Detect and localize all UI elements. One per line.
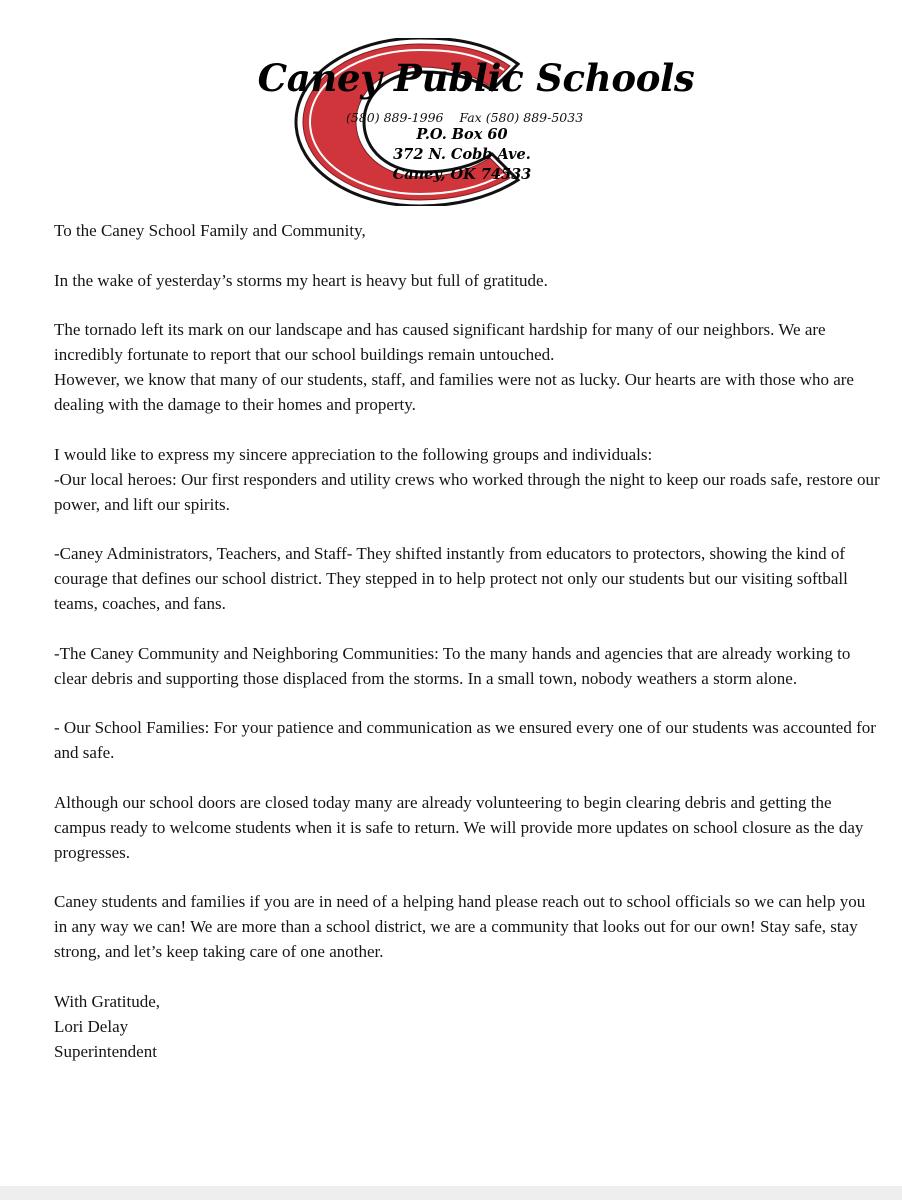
salutation: To the Caney School Family and Community, bbox=[54, 221, 366, 240]
fax-number: Fax (580) 889-5033 bbox=[459, 110, 584, 125]
paragraph: Caney students and families if you are in need of a helping hand please reach out to school officials so we can help you in any way we can! We are more than a school district, we are a community that looks out for our own! Stay safe, stay strong, and let’s keep taking care of one another. bbox=[54, 892, 866, 961]
closing: With Gratitude, bbox=[54, 991, 161, 1011]
paragraph: - Our School Families: For your patience and communication as we ensured every one of our students was accounted for and safe. bbox=[54, 718, 876, 762]
paragraph bbox=[54, 317, 880, 417]
paragraph: -Caney Administrators, Teachers, and Staff- They shifted instantly from educators to protectors, showing the kind of courage that defines our school district. They stepped in to help protect not only our students but our visiting softball teams, coaches, and fans. bbox=[54, 544, 848, 613]
address-street: 372 N. Cobb Ave. bbox=[393, 146, 531, 163]
paragraph: In the wake of yesterday’s storms my heart is heavy but full of gratitude. bbox=[54, 270, 548, 290]
paragraph-text: However, we know that many of our students, staff, and families were not as lucky. Our hearts are with those who are dealing with the damage to their homes and property. bbox=[54, 370, 854, 414]
letterhead bbox=[0, 0, 902, 210]
signer-name: Lori Delay bbox=[54, 1016, 129, 1036]
phone-fax-line bbox=[346, 110, 583, 125]
bottom-edge bbox=[0, 1186, 902, 1200]
letter-body bbox=[54, 218, 880, 1064]
address-po-box: P.O. Box 60 bbox=[416, 126, 508, 143]
paragraph bbox=[54, 442, 880, 517]
phone-number: (580) 889-1996 bbox=[346, 110, 444, 125]
signer-title: Superintendent bbox=[54, 1041, 157, 1061]
signature-block bbox=[54, 989, 880, 1064]
paragraph: Although our school doors are closed today many are already volunteering to begin clearing debris and getting the campus ready to welcome students when it is safe to return. We will provide more updates on school closure as the day progresses. bbox=[54, 792, 864, 862]
paragraph-text: I would like to express my sincere appreciation to the following groups and individuals: bbox=[54, 444, 653, 464]
paragraph: -The Caney Community and Neighboring Communities: To the many hands and agencies that are already working to clear debris and supporting those displaced from the storms. In a small town, nobody weathers a storm alone. bbox=[54, 643, 851, 688]
paragraph-text: -Our local heroes: Our first responders and utility crews who worked through the night to keep our roads safe, restore our power, and lift our spirits. bbox=[54, 469, 880, 514]
school-name: Caney Public Schools bbox=[257, 56, 695, 100]
paragraph-text: The tornado left its mark on our landscape and has caused significant hardship for many of our neighbors. We are incredibly fortunate to report that our school buildings remain untouched. bbox=[54, 320, 826, 364]
address-city: Caney, OK 74533 bbox=[392, 166, 532, 183]
